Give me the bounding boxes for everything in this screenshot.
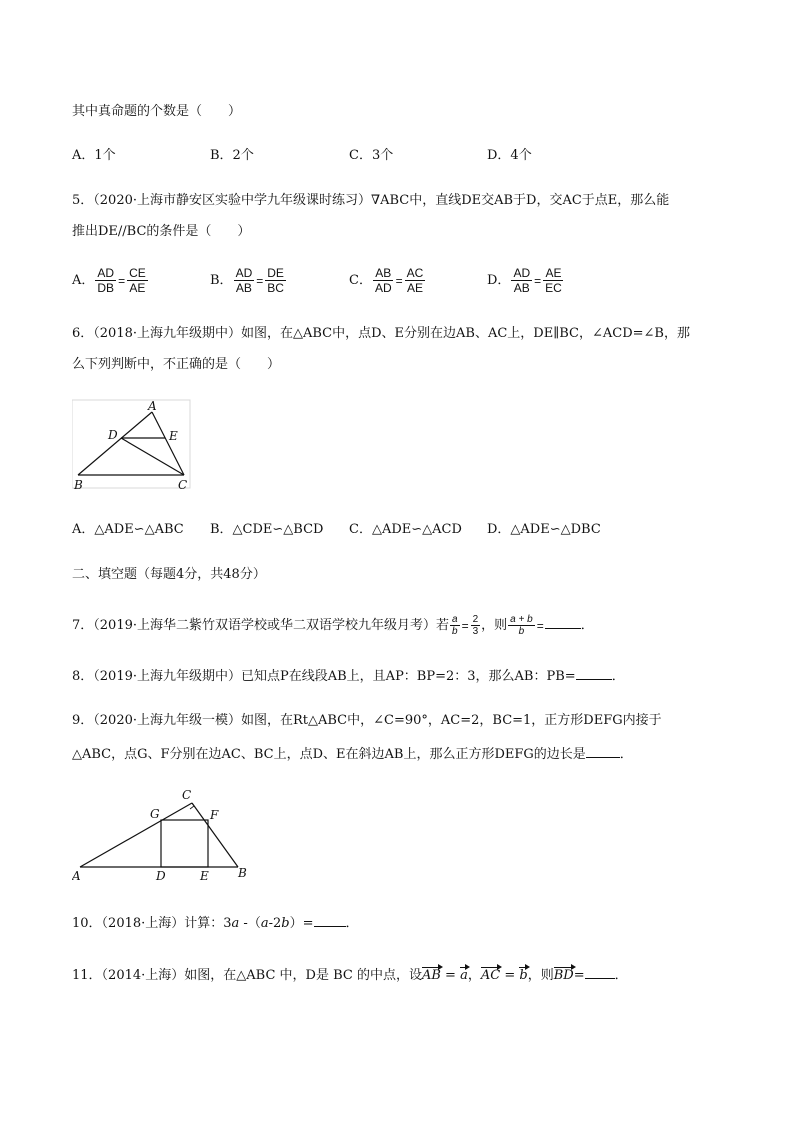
option-d: D．4个 (487, 148, 532, 163)
q8-stem (72, 667, 625, 686)
answer-blank[interactable] (545, 616, 581, 629)
numerator: DE (267, 266, 284, 280)
answer-blank[interactable] (585, 966, 615, 979)
denominator: b (518, 626, 525, 637)
fraction (265, 266, 286, 295)
segment-ac (80, 803, 192, 867)
vector-a: a (460, 968, 468, 983)
label-g: G (150, 807, 160, 821)
equals-sign: = (118, 273, 126, 288)
label-b: B (238, 866, 247, 880)
q9-stem-line2 (72, 745, 633, 764)
q10-stem (72, 914, 359, 933)
numerator: CE (129, 266, 146, 280)
q9-line2-text: △ABC，点G、F分别在边AC、BC上，点D、E在斜边AB上，那么正方形DEFG的边长是 (72, 747, 586, 762)
numerator: AE (545, 266, 562, 280)
label-a: A (148, 399, 157, 413)
option-a: A．1个 (72, 148, 116, 163)
q6-option-c: C．△ADE∽△ACD (349, 522, 462, 537)
q9-square-in-triangle-figure (72, 785, 262, 885)
denominator: AE (129, 281, 146, 295)
fraction (95, 266, 116, 295)
equals-sign: = (461, 618, 469, 633)
option-b: B．2个 (210, 148, 254, 163)
q8-text: 8．（2019·上海九年级期中）已知点P在线段AB上，且AP：BP=2：3，那么AB：PB= (72, 669, 576, 684)
denominator: AB (513, 281, 530, 295)
q5-option-b (210, 266, 287, 295)
q6-stem-line2: 么下列判断中，不正确的是（ ） (72, 357, 281, 372)
q10-suffix: ． (345, 916, 359, 931)
q7-suffix: ． (580, 618, 594, 633)
denominator: AD (374, 281, 392, 295)
q10-prefix: 10．（2018·上海）计算：3 (72, 916, 232, 931)
label-d: D (156, 869, 166, 883)
fraction-2-over-3 (471, 614, 481, 637)
denominator: DB (97, 281, 115, 295)
vector-b: b (281, 916, 290, 931)
equals-sign: = (500, 968, 520, 983)
fraction (373, 266, 394, 295)
fraction (543, 266, 564, 295)
equals-sign: = (573, 968, 585, 983)
option-label: A． (72, 273, 95, 288)
numerator: a + b (510, 614, 533, 625)
q6-triangle-figure (72, 398, 192, 494)
equals-sign: = (256, 273, 264, 288)
separator: ， (467, 968, 481, 983)
numerator: 2 (472, 614, 479, 625)
numerator: AD (97, 266, 115, 280)
option-label: C． (349, 273, 372, 288)
fraction (405, 266, 426, 295)
vector-bd: BD (553, 968, 574, 983)
q7-stem (72, 614, 594, 637)
fraction (127, 266, 148, 295)
q5-option-a (72, 266, 149, 295)
q5-stem-line2: 推出DE//BC的条件是（ ） (72, 224, 251, 239)
question-stem-continuation: 其中真命题的个数是（ ） (72, 104, 242, 119)
q7-prefix: 7．（2019·上海华二紫竹双语学校或华二双语学校九年级月考）若 (72, 618, 449, 633)
section-heading: 二、填空题（每题4分，共48分） (72, 567, 266, 582)
square-defg (161, 820, 208, 867)
q6-stem-line1: 6．（2018·上海九年级期中）如图，在△ABC中，点D、E分别在边AB、AC上，DE∥BC，∠ACD=∠B，那 (72, 326, 690, 341)
q7-mid: ，则 (481, 618, 508, 633)
option-c: C．3个 (349, 148, 394, 163)
answer-blank[interactable] (314, 914, 346, 927)
denominator: b (452, 626, 458, 637)
label-d: D (108, 428, 118, 442)
answer-blank[interactable] (576, 667, 612, 680)
equals-sign: = (534, 273, 542, 288)
vector-a: a (260, 916, 269, 931)
q6-option-b: B．△CDE∽△BCD (210, 522, 324, 537)
segment-ab (78, 412, 152, 475)
numerator: a (452, 614, 458, 625)
q9-suffix: ． (619, 747, 633, 762)
q11-prefix: 11．（2014·上海）如图，在△ABC 中，D是 BC 的中点，设 (72, 968, 422, 983)
numerator: AB (375, 266, 392, 280)
equals-sign: = (536, 618, 544, 633)
q10-mid: -（ (239, 916, 261, 931)
q10-mid2: -2 (268, 916, 282, 931)
denominator: AE (406, 281, 423, 295)
fraction (511, 266, 532, 295)
denominator: BC (267, 281, 284, 295)
fraction-a-over-b (450, 614, 460, 637)
numerator: AD (513, 266, 531, 280)
q8-suffix: ． (611, 669, 625, 684)
option-label: B． (210, 273, 233, 288)
numerator: AC (406, 266, 424, 280)
vector-ac: AC (480, 968, 501, 983)
q5-option-c (349, 266, 426, 295)
vector-ab: AB (421, 968, 441, 983)
denominator: EC (545, 281, 562, 295)
answer-blank[interactable] (586, 745, 620, 758)
fraction (234, 266, 255, 295)
vector-a: a (231, 916, 240, 931)
q5-stem-line1: 5．（2020·上海市静安区实验中学九年级课时练习）∇ABC中，直线DE交AB于D，交AC于点E，那么能 (72, 193, 670, 208)
q11-stem (72, 966, 628, 985)
vector-b: b (519, 968, 528, 983)
q10-close: ）= (289, 916, 314, 931)
denominator: AB (235, 281, 252, 295)
equals-sign: = (440, 968, 461, 983)
q6-option-d: D．△ADE∽△DBC (487, 522, 601, 537)
q6-option-a: A．△ADE∽△ABC (72, 522, 184, 537)
label-f: F (210, 808, 219, 822)
denominator: 3 (472, 626, 479, 637)
label-b: B (74, 478, 83, 492)
label-c: C (178, 478, 188, 492)
label-a: A (72, 869, 81, 883)
q11-then: ，则 (527, 968, 554, 983)
label-c: C (182, 788, 192, 802)
equals-sign: = (395, 273, 403, 288)
q5-option-d (487, 266, 565, 295)
q9-stem-line1: 9．（2020·上海九年级一模）如图，在Rt△ABC中，∠C=90°，AC=2，BC=1，正方形DEFG内接于 (72, 713, 662, 728)
label-e: E (200, 869, 209, 883)
q11-suffix: ． (614, 968, 628, 983)
fraction-apb-over-b (508, 614, 535, 637)
option-label: D． (487, 273, 511, 288)
label-e: E (169, 429, 178, 443)
numerator: AD (235, 266, 253, 280)
